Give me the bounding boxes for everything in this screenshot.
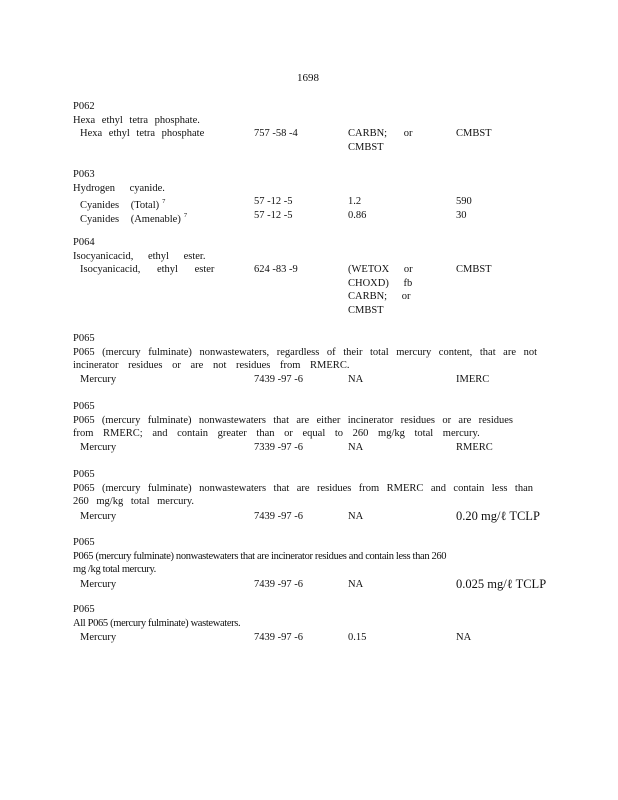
nonwastewater-standard: NA xyxy=(348,373,364,385)
wastewater-standard: 0.025 mg/ℓ TCLP xyxy=(456,576,547,591)
waste-description: Hexa ethyl tetra phosphate. xyxy=(73,114,200,126)
cas-number: 7439 -97 -6 xyxy=(254,373,303,385)
nonwastewater-standard xyxy=(348,263,413,317)
nonwastewater-standard: NA xyxy=(348,578,364,590)
nonwastewater-standard: NA xyxy=(348,510,364,522)
constituent-name: Mercury xyxy=(80,373,117,385)
waste-code-section-p063 xyxy=(73,168,543,225)
nonwastewater-standard xyxy=(348,127,412,154)
waste-code: P065 xyxy=(73,333,95,344)
standard-line: CMBST xyxy=(348,141,384,153)
waste-code: P065 xyxy=(73,401,95,412)
waste-description-line: from RMERC; and contain greater than or equal to 260 mg/kg total mercury. xyxy=(73,428,480,440)
wastewater-standard: IMERC xyxy=(456,373,490,385)
constituent-name: Cyanides (Amenable) $^7$ xyxy=(80,211,188,225)
nonwastewater-standard: 0.86 xyxy=(348,209,367,221)
constituent-name: Mercury xyxy=(80,632,117,644)
wastewater-standard: 0.20 mg/ℓ TCLP xyxy=(456,508,540,523)
cas-number: 57 -12 -5 xyxy=(254,209,293,221)
waste-description-line: P065 (mercury fulminate) nonwastewaters that are either incinerator residues or are residues xyxy=(73,414,513,426)
constituent-name: Cyanides (Total) $^7$ xyxy=(80,198,166,212)
waste-description-line: P065 (mercury fulminate) nonwastewaters that are residues from RMERC and contain less than xyxy=(73,482,533,494)
table-row xyxy=(73,631,543,645)
waste-description-line: P065 (mercury fulminate) nonwastewaters that are incinerator residues and contain less than 260 xyxy=(73,550,447,562)
waste-code: P062 xyxy=(73,101,95,112)
wastewater-standard: 590 xyxy=(456,196,472,208)
wastewater-standard: NA xyxy=(456,632,472,644)
waste-description-line: P065 (mercury fulminate) nonwastewaters, regardless of their total mercury content, that are not xyxy=(73,346,537,358)
constituent-name: Mercury xyxy=(80,510,117,522)
footnote-marker: 7 xyxy=(162,198,166,206)
waste-description: All P065 (mercury fulminate) wastewaters. xyxy=(73,617,241,629)
standard-line: CMBST xyxy=(348,304,384,316)
constituent-name: Isocyanicacid, ethyl ester xyxy=(80,264,215,276)
standard-line: (WETOX or xyxy=(348,264,413,276)
constituent-name: Mercury xyxy=(80,441,117,453)
waste-description: Hydrogen cyanide. xyxy=(73,182,165,194)
nonwastewater-standard: NA xyxy=(348,441,364,453)
cas-number: 7439 -97 -6 xyxy=(254,510,303,522)
cas-number: 757 -58 -4 xyxy=(254,128,298,140)
waste-code: P063 xyxy=(73,169,95,180)
table-row xyxy=(73,510,543,524)
nonwastewater-standard: 1.2 xyxy=(348,196,362,208)
waste-code-section-p065-rmerc-residues xyxy=(73,468,543,523)
standard-line: CHOXD) fb xyxy=(348,277,413,289)
table-row xyxy=(73,209,543,223)
constituent-name: Hexa ethyl tetra phosphate xyxy=(80,128,205,140)
waste-code-section-p065-high-mercury xyxy=(73,400,543,454)
table-row xyxy=(73,195,543,212)
table-row xyxy=(73,263,543,316)
nonwastewater-standard: 0.15 xyxy=(348,632,367,644)
wastewater-standard: RMERC xyxy=(456,441,493,453)
cas-number: 7439 -97 -6 xyxy=(254,632,303,644)
standard-line: CARBN; or xyxy=(348,291,411,303)
waste-code-section-p065-wastewaters xyxy=(73,603,543,645)
wastewater-standard: 30 xyxy=(456,209,467,221)
table-row xyxy=(73,576,547,592)
cas-number: 7339 -97 -6 xyxy=(254,441,303,453)
page-number: 1698 xyxy=(297,72,319,84)
waste-description: Isocyanicacid, ethyl ester. xyxy=(73,250,206,262)
table-row xyxy=(73,127,543,153)
waste-description-line: incinerator residues or are not residues from RMERC. xyxy=(73,360,350,372)
constituent-name: Mercury xyxy=(80,578,117,590)
waste-description-line: mg /kg total mercury. xyxy=(73,564,156,576)
waste-code: P065 xyxy=(73,537,95,548)
waste-code-section-p062 xyxy=(73,100,543,153)
waste-code-section-p065-incinerator-residues xyxy=(73,536,547,591)
cas-number: 7439 -97 -6 xyxy=(254,578,303,590)
waste-code: P065 xyxy=(73,469,95,480)
waste-code-section-p064 xyxy=(73,236,543,316)
waste-code-section-p065-nonincinerator xyxy=(73,332,543,386)
table-row xyxy=(73,373,543,387)
waste-code: P064 xyxy=(73,237,95,248)
waste-code: P065 xyxy=(73,604,95,615)
table-row xyxy=(73,441,543,455)
cas-number: 624 -83 -9 xyxy=(254,264,298,276)
footnote-marker: 7 xyxy=(183,211,188,219)
wastewater-standard: CMBST xyxy=(456,128,492,140)
wastewater-standard: CMBST xyxy=(456,264,492,276)
cas-number: 57 -12 -5 xyxy=(254,196,293,208)
standard-line: CARBN; or xyxy=(348,128,413,140)
waste-description-line: 260 mg/kg total mercury. xyxy=(73,496,195,508)
